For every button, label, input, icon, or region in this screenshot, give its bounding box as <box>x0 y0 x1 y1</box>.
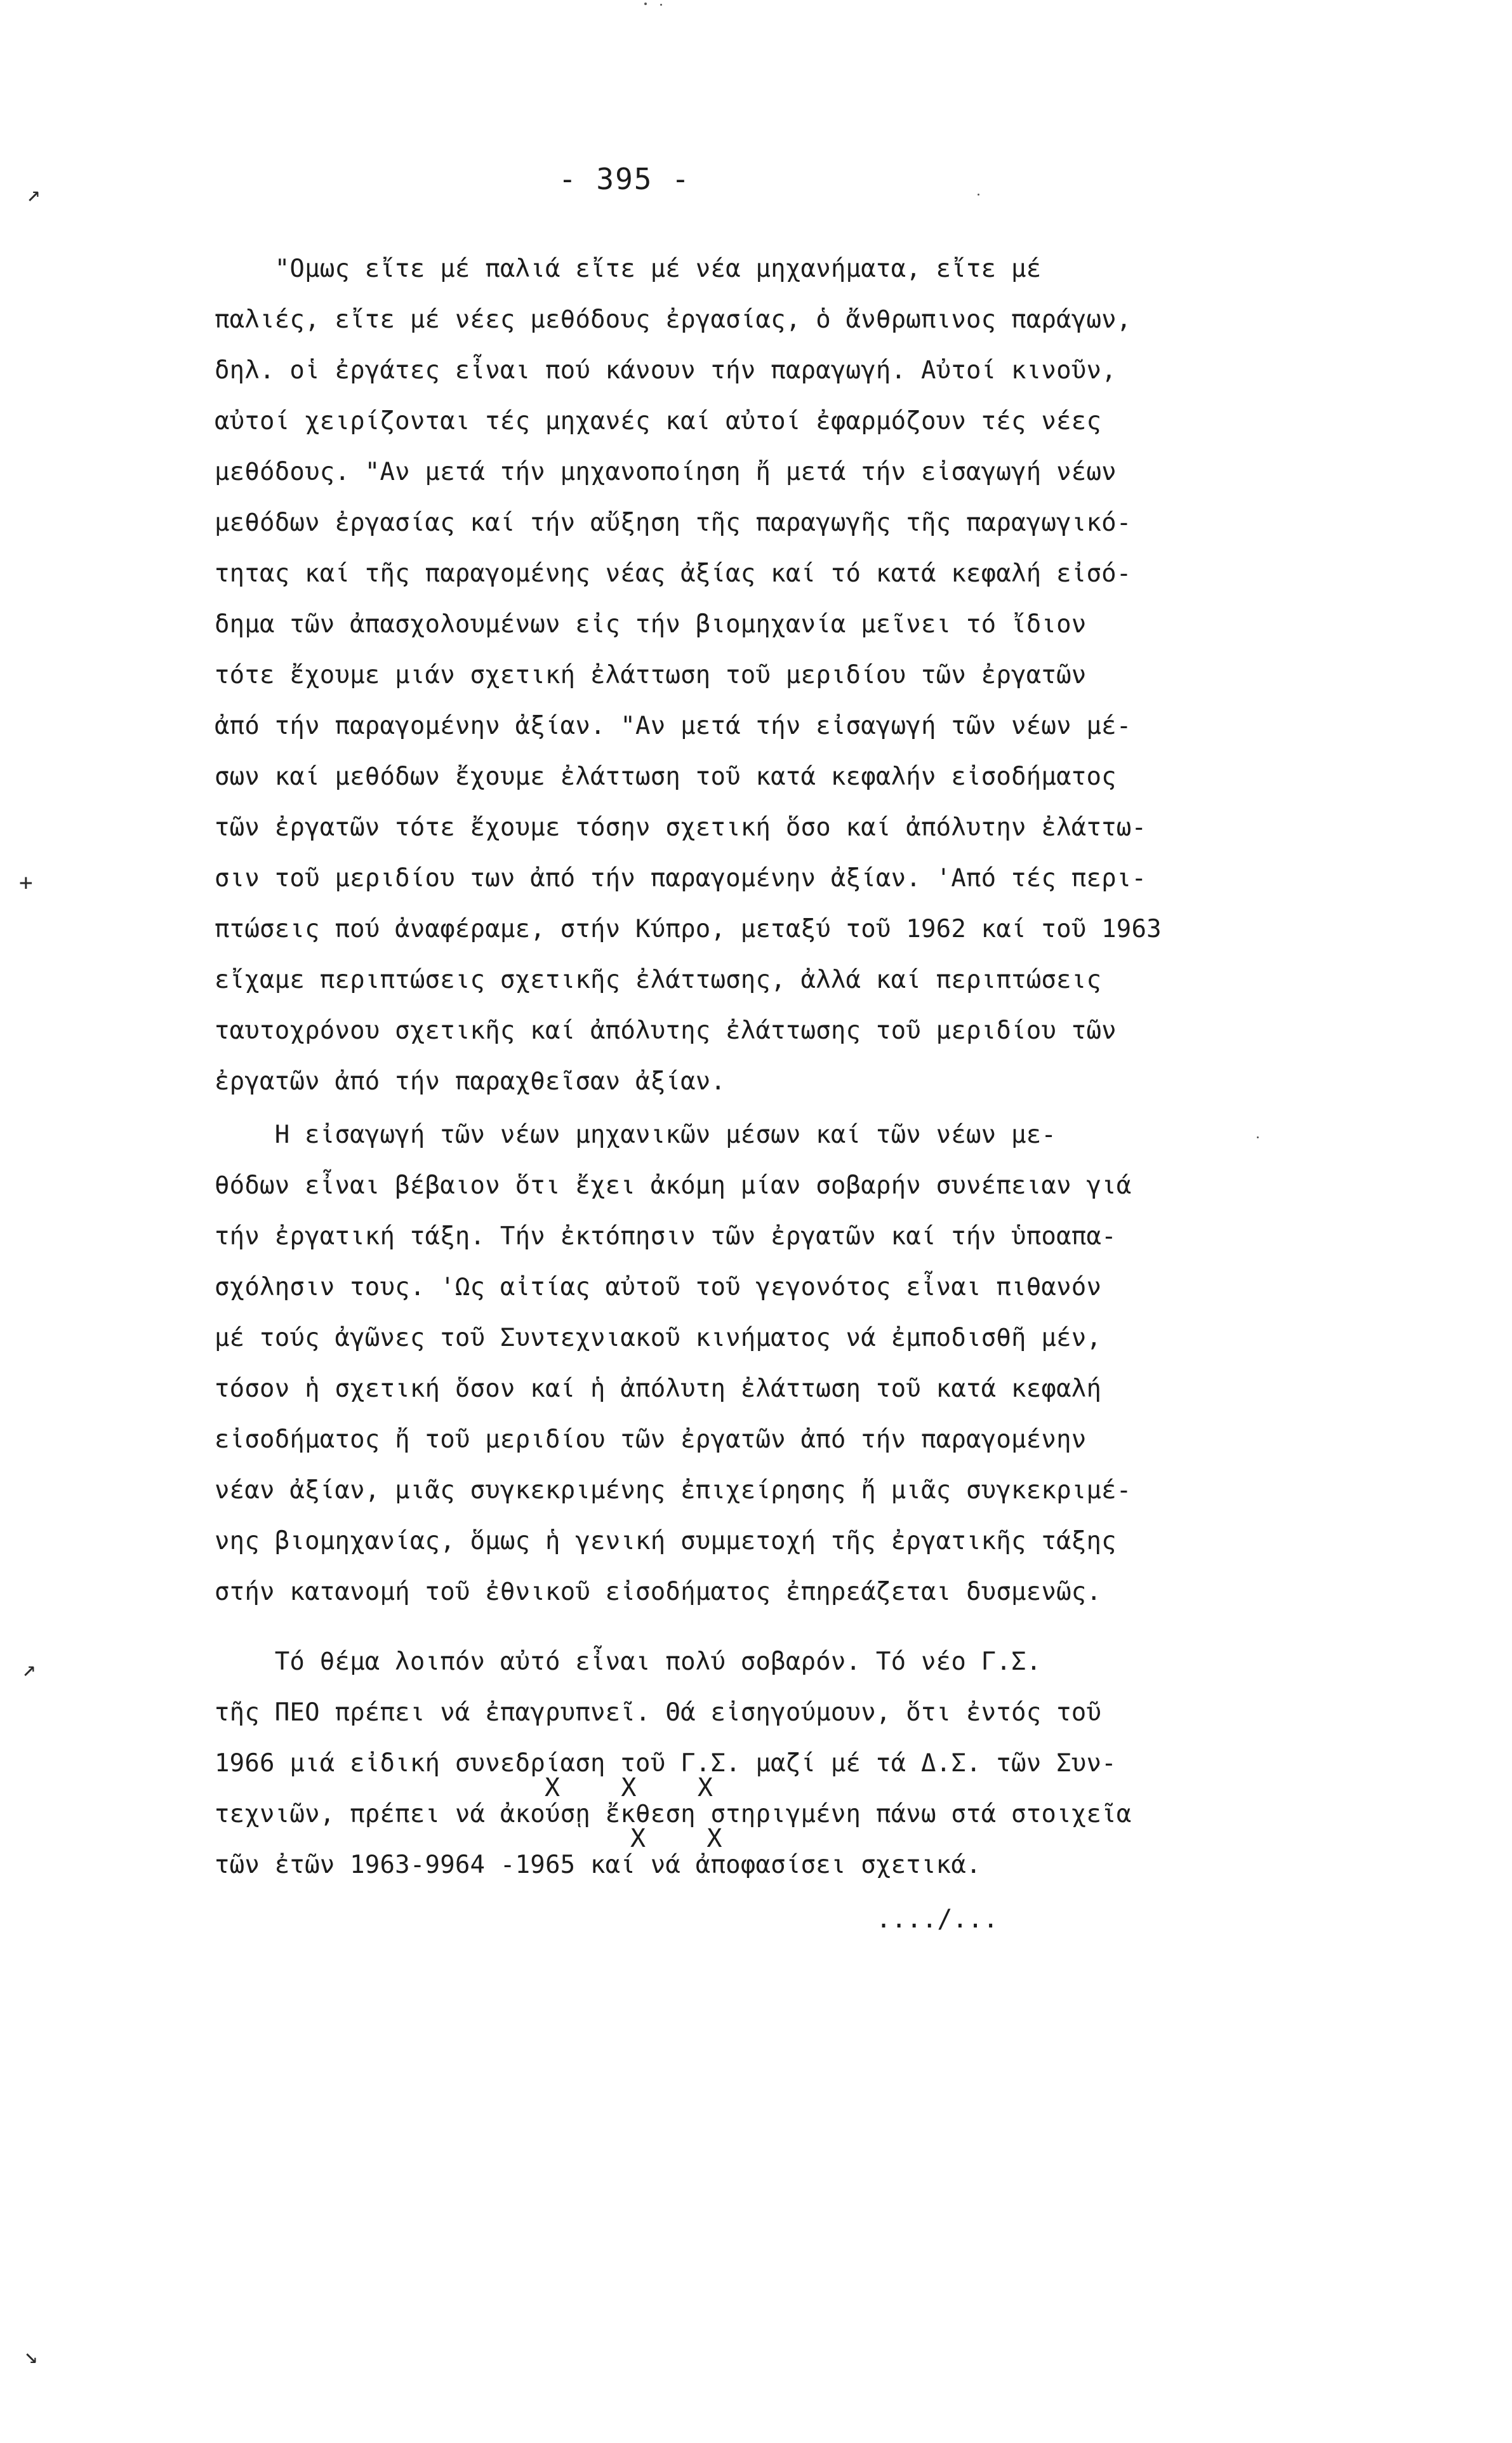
continuation-marker: ..../... <box>876 1905 998 1934</box>
text-line: ἀπό τήν παραγομένην ἀξίαν. "Αν μετά τήν εἰσαγωγή τῶν νέων μέ- <box>215 712 1132 740</box>
text-line: μεθόδων ἐργασίας καί τήν αὔξηση τῆς παραγωγῆς τῆς παραγωγικό- <box>215 509 1132 537</box>
section-separator: X X X <box>545 1773 713 1802</box>
text-line: μεθόδους. "Αν μετά τήν μηχανοποίηση ἤ μετά τήν εἰσαγωγή νέων <box>215 458 1117 486</box>
text-line: ταυτοχρόνου σχετικῆς καί ἀπόλυτης ἐλάττωσης τοῦ μεριδίου τῶν <box>215 1016 1117 1045</box>
text-line: 1966 μιά εἰδική συνεδρίαση τοῦ Γ.Σ. μαζί μέ τά Δ.Σ. τῶν Συν- <box>215 1749 1117 1778</box>
text-line: στήν κατανομή τοῦ ἐθνικοῦ εἰσοδήματος ἐπηρεάζεται δυσμενῶς. <box>215 1578 1102 1606</box>
text-line: σων καί μεθόδων ἔχουμε ἐλάττωση τοῦ κατά κεφαλήν εἰσοδήματος <box>215 762 1117 791</box>
paragraph-3 <box>215 1637 1281 1891</box>
paragraph-2 <box>215 1110 1281 1618</box>
text-line: τητας καί τῆς παραγομένης νέας ἀξίας καί τό κατά κεφαλή εἰσό- <box>215 559 1132 588</box>
margin-mark: + <box>19 870 33 896</box>
text-line: θόδων εἶναι βέβαιον ὅτι ἔχει ἀκόμη μίαν σοβαρήν συνέπειαν γιά <box>215 1171 1132 1200</box>
text-line: τότε ἔχουμε μιάν σχετική ἐλάττωση τοῦ μεριδίου τῶν ἐργατῶν <box>215 661 1087 689</box>
text-line: νέαν ἀξίαν, μιᾶς συγκεκριμένης ἐπιχείρησης ἤ μιᾶς συγκεκριμέ- <box>215 1476 1132 1505</box>
text-line: Η εἰσαγωγή τῶν νέων μηχανικῶν μέσων καί τῶν νέων με- <box>215 1121 1057 1149</box>
margin-mark: ↗ <box>22 1656 36 1682</box>
margin-mark: ↗ <box>27 181 41 207</box>
page-number: - 395 - <box>559 162 691 196</box>
scan-speck <box>978 194 979 196</box>
text-line: σιν τοῦ μεριδίου των ἀπό τήν παραγομένην ἀξίαν. 'Από τές περι- <box>215 864 1147 893</box>
text-line: μέ τούς ἀγῶνες τοῦ Συντεχνιακοῦ κινήματος νά ἐμποδισθῆ μέν, <box>215 1324 1102 1352</box>
text-line: παλιές, εἴτε μέ νέες μεθόδους ἐργασίας, ὁ ἄνθρωπινος παράγων, <box>215 305 1132 334</box>
scan-speck <box>644 3 647 5</box>
text-line: αὐτοί χειρίζονται τές μηχανές καί αὐτοί ἐφαρμόζουν τές νέες <box>215 407 1102 436</box>
section-separator: X X <box>630 1824 722 1853</box>
text-line: τῶν ἐργατῶν τότε ἔχουμε τόσην σχετική ὅσο καί ἀπόλυτην ἐλάττω- <box>215 813 1147 842</box>
text-line: νης βιομηχανίας, ὅμως ἡ γενική συμμετοχή τῆς ἐργατικῆς τάξης <box>215 1527 1117 1555</box>
text-line: δημα τῶν ἀπασχολουμένων εἰς τήν βιομηχανία μεῖνει τό ἴδιον <box>215 610 1087 639</box>
text-line: Τό θέμα λοιπόν αὐτό εἶναι πολύ σοβαρόν. Τό νέο Γ.Σ. <box>215 1648 1042 1676</box>
text-line: πτώσεις πού ἀναφέραμε, στήν Κύπρο, μεταξύ τοῦ 1962 καί τοῦ 1963 <box>215 915 1162 943</box>
text-line: τεχνιῶν, πρέπει νά ἀκούσῃ ἔκθεση στηριγμένη πάνω στά στοιχεῖα <box>215 1800 1132 1828</box>
text-line: τῶν ἐτῶν 1963-9964 -1965 καί νά ἀποφασίσει σχετικά. <box>215 1851 981 1879</box>
text-line: εἴχαμε περιπτώσεις σχετικῆς ἐλάττωσης, ἀλλά καί περιπτώσεις <box>215 966 1102 994</box>
text-line: τήν ἐργατική τάξη. Τήν ἐκτόπησιν τῶν ἐργατῶν καί τήν ὑποαπα- <box>215 1222 1117 1251</box>
text-line: δηλ. οἱ ἐργάτες εἶναι πού κάνουν τήν παραγωγή. Αὐτοί κινοῦν, <box>215 356 1117 385</box>
scan-speck <box>660 4 662 6</box>
margin-mark: ↘ <box>24 2343 38 2369</box>
text-line: εἰσοδήματος ἤ τοῦ μεριδίου τῶν ἐργατῶν ἀπό τήν παραγομένην <box>215 1425 1087 1454</box>
text-line: τόσον ἡ σχετική ὅσον καί ἡ ἀπόλυτη ἐλάττωση τοῦ κατά κεφαλή <box>215 1375 1102 1403</box>
text-line: ἐργατῶν ἀπό τήν παραχθεῖσαν ἀξίαν. <box>215 1067 726 1096</box>
text-line: "Ομως εἴτε μέ παλιά εἴτε μέ νέα μηχανήματα, εἴτε μέ <box>215 255 1042 283</box>
paragraph-1 <box>215 244 1281 1107</box>
text-line: τῆς ΠΕΟ πρέπει νά ἐπαγρυπνεῖ. Θά εἰσηγούμουν, ὅτι ἐντός τοῦ <box>215 1698 1102 1727</box>
text-line: σχόλησιν τους. 'Ως αἰτίας αὐτοῦ τοῦ γεγονότος εἶναι πιθανόν <box>215 1273 1102 1301</box>
